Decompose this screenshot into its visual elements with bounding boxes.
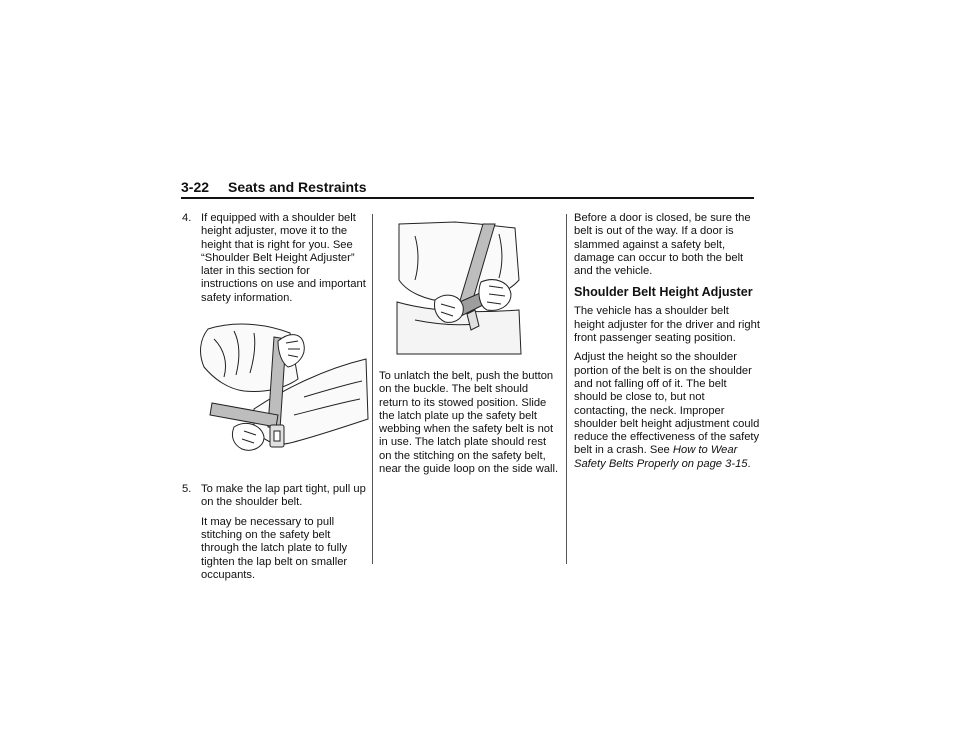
column-1 [182, 212, 368, 582]
page-header [181, 179, 754, 199]
adjust-text-prefix: Adjust the height so the shoulder portion of the belt is on the shoulder and not falling off of it. The belt should be close to, but not contacting, the neck. Improper shoulder belt height adjustment could reduce the effectiveness of the safety belt in a crash. See [574, 351, 760, 457]
page-number: 3-22 [181, 179, 210, 195]
adjust-text [574, 351, 760, 471]
section-title: Seats and Restraints [228, 179, 367, 195]
step-5-number: 5. [182, 483, 192, 496]
adjust-link[interactable]: How to Wear Safety Belts Properly on page 3-15 [574, 444, 748, 470]
column-divider-2 [566, 214, 567, 564]
unlatch-text: To unlatch the belt, push the button on the buckle. The belt should return to its stowed position. Slide the latch plate up the safety belt webbing when the safety belt is not in use. The latch plate should rest on the stitching on the safety belt, near the guide loop on the side wall. [379, 370, 559, 476]
step-5-text: To make the lap part tight, pull up on the shoulder belt. [201, 483, 366, 509]
step-5-note: It may be necessary to pull stitching on the safety belt through the latch plate to fully tighten the lap belt on smaller occupants. [201, 515, 348, 581]
door-text: Before a door is closed, be sure the belt is out of the way. If a door is slammed against a safety belt, damage can occur to both the belt and the vehicle. [574, 212, 751, 278]
adjuster-text: The vehicle has a shoulder belt height adjuster for the driver and right front passenger seating position. [574, 305, 760, 345]
adjuster-heading: Shoulder Belt Height Adjuster [574, 285, 753, 300]
adjust-text-suffix: . [747, 457, 751, 470]
unlatch-buckle-illustration [395, 220, 523, 356]
step-4 [182, 212, 368, 305]
column-2 [379, 212, 559, 476]
column-3 [574, 212, 760, 471]
step-5 [182, 483, 368, 510]
step-4-text: If equipped with a shoulder belt height adjuster, move it to the height that is right for you. See “Shoulder Belt Height Adjuster” later in this section for instructions on use and important safety information. [201, 212, 366, 304]
column-divider-1 [372, 214, 373, 564]
step-4-number: 4. [182, 212, 192, 224]
lap-belt-tighten-illustration [194, 319, 370, 463]
